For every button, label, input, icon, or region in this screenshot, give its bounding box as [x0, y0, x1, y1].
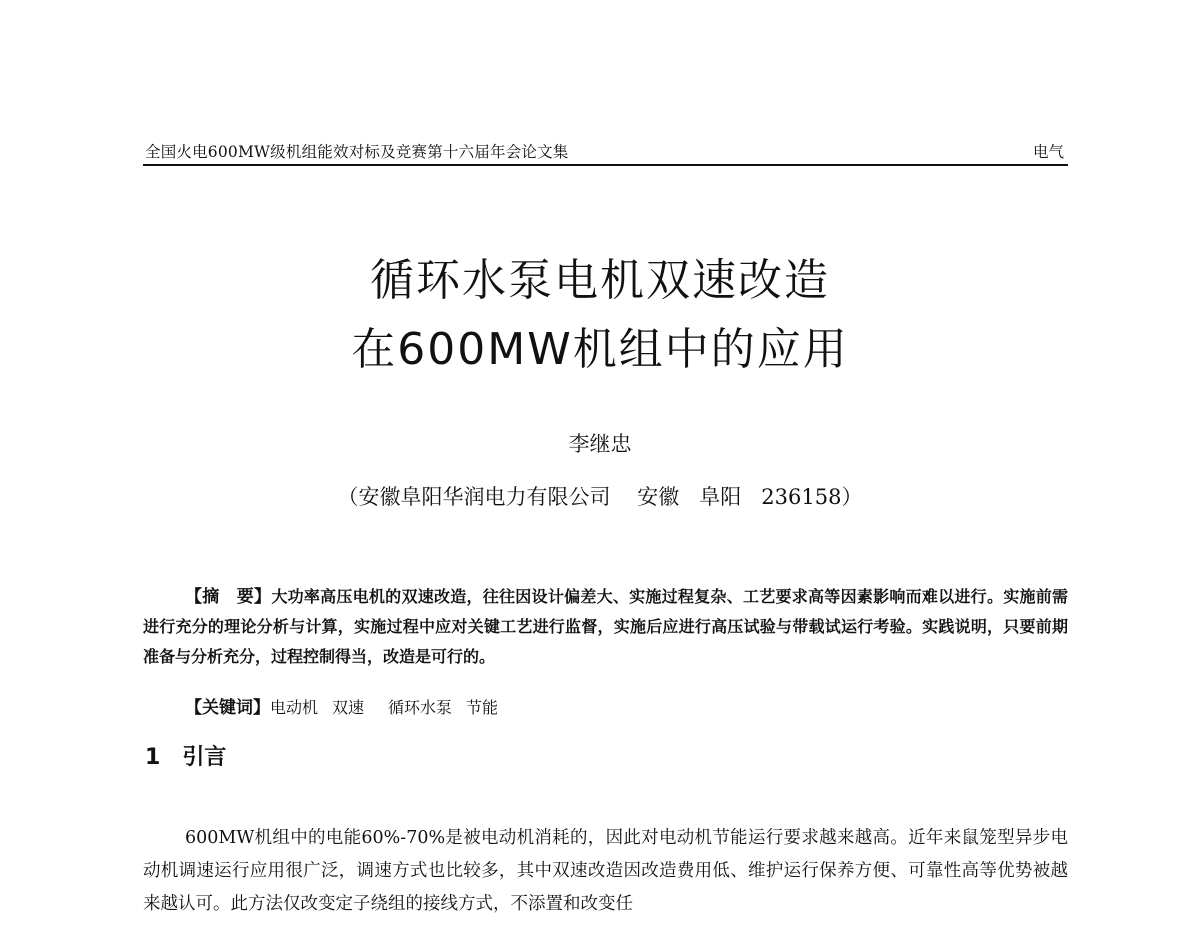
keyword: 双速: [332, 698, 365, 717]
keywords-label: 【关键词】: [185, 698, 270, 718]
section-title: 引言: [182, 745, 227, 770]
keywords: [185, 693, 512, 723]
keyword: 电动机: [270, 698, 319, 717]
paper-title-line-1: 循环水泵电机双速改造: [370, 255, 830, 306]
section-heading-introduction: [145, 740, 226, 771]
affiliation-open-paren: （: [337, 485, 359, 509]
keyword: 循环水泵: [388, 698, 453, 717]
body-paragraph: 600MW机组中的电能60%-70%是被电动机消耗的，因此对电动机节能运行要求越来越高。近年来鼠笼型异步电动机调速运行应用很广泛，调速方式也比较多，其中双速改造因改造费用低、维护运行保养方便、可靠性高等优势被越来越认可。此方法仅改变定子绕组的接线方式，不添置和改变任: [143, 828, 1068, 914]
affiliation-province: 安徽: [637, 485, 680, 509]
running-header-section: 电气: [1032, 143, 1064, 161]
running-header: [143, 136, 1068, 166]
author-name: 李继忠: [568, 432, 632, 456]
affiliation-postcode: 236158: [761, 485, 842, 509]
abstract-label: 【摘 要】: [185, 587, 272, 607]
keyword: 节能: [466, 698, 499, 717]
affiliation-city: 阜阳: [699, 485, 742, 509]
paper-title-line-2: 在600MW机组中的应用: [351, 324, 849, 375]
affiliation-close-paren: ）: [841, 485, 863, 509]
section-number: 1: [145, 745, 161, 770]
abstract-text: 大功率高压电机的双速改造，往往因设计偏差大、实施过程复杂、工艺要求高等因素影响而难以进行。实施前需进行充分的理论分析与计算，实施过程中应对关键工艺进行监督，实施后应进行高压试验与带载试运行考验。实践说明，只要前期准备与分析充分，过程控制得当，改造是可行的。: [143, 587, 1068, 666]
abstract: [143, 582, 1068, 672]
author-affiliation: [0, 481, 1200, 511]
running-header-proceedings-title: 全国火电600MW级机组能效对标及竞赛第十六届年会论文集: [145, 143, 569, 161]
affiliation-organization: 安徽阜阳华润电力有限公司: [358, 485, 611, 509]
